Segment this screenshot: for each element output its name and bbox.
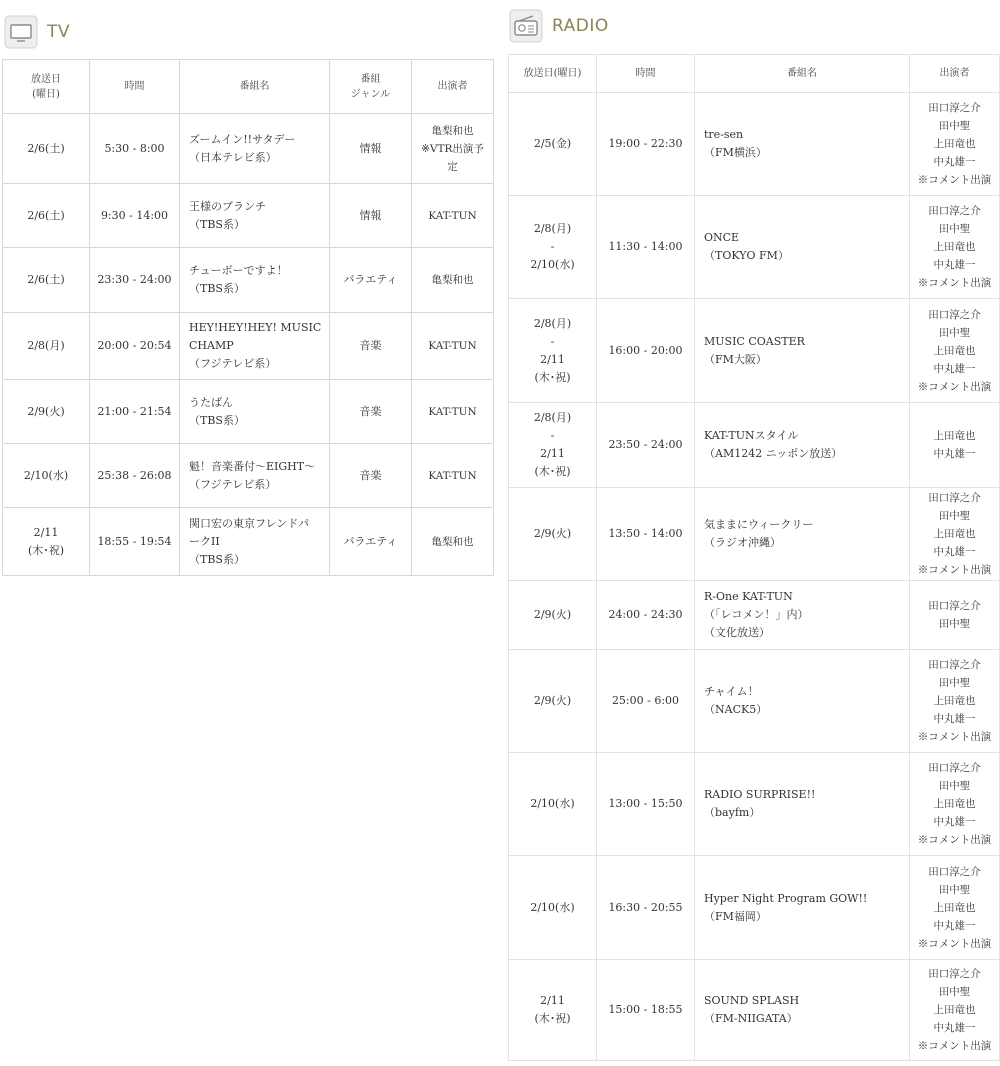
radio-date-line: 2/11 — [540, 994, 565, 1007]
radio-date-line: 2/9(火) — [533, 608, 572, 621]
tv-program-line: 魁！音楽番付～EIGHT～ — [189, 459, 316, 473]
radio-time-line: 23:50 - 24:00 — [608, 438, 683, 451]
tv-time-line: 21:00 - 21:54 — [97, 404, 172, 418]
radio-cast-line: ※コメント出演 — [917, 564, 992, 576]
radio-cast-line: 中丸雄一 — [933, 816, 976, 828]
tv-cell-time — [90, 444, 180, 508]
tv-program-line: CHAMP — [189, 339, 234, 352]
radio-cell-time — [597, 196, 695, 299]
radio-cast-line: 田中聖 — [938, 883, 971, 896]
tv-cell-time — [90, 184, 180, 248]
tv-cast-line: KAT-TUN — [428, 340, 477, 352]
radio-cell-date — [509, 650, 597, 753]
radio-cell-time — [597, 960, 695, 1061]
tv-table-row — [3, 380, 494, 444]
radio-col-header-line: 放送日(曜日) — [523, 68, 582, 79]
tv-cast-line: KAT-TUN — [428, 469, 477, 482]
tv-date-line: 2/6(土) — [27, 208, 65, 222]
radio-time-line: 15:00 - 18:55 — [608, 1003, 683, 1016]
tv-program-line: （フジテレビ系） — [189, 357, 277, 370]
radio-table-row — [509, 93, 1000, 196]
radio-col-header-line: 番組名 — [787, 68, 817, 79]
radio-program-line: ONCE — [704, 231, 740, 244]
radio-date-line: - — [550, 334, 555, 348]
tv-col-header — [180, 60, 330, 114]
radio-program-line: SOUND SPLASH — [704, 994, 800, 1007]
radio-cell-date — [509, 753, 597, 856]
tv-date-line: (木･祝) — [27, 543, 65, 557]
tv-cell-genre — [330, 313, 412, 380]
tv-genre-line: 音楽 — [359, 468, 382, 482]
radio-icon — [508, 8, 544, 44]
tv-date-line: 2/8(月) — [27, 339, 65, 352]
radio-cast-line: 田中聖 — [938, 677, 971, 689]
radio-cell-program — [695, 960, 910, 1061]
radio-cast-line: 田中聖 — [938, 223, 971, 235]
tv-genre-line: 音楽 — [359, 339, 382, 352]
radio-time-line: 24:00 - 24:30 — [608, 608, 683, 621]
radio-cast-line: 田中聖 — [938, 986, 971, 998]
tv-col-header-line: (曜日) — [32, 88, 60, 100]
tv-cell-date — [3, 313, 90, 380]
tv-time-line: 25:38 - 26:08 — [97, 468, 172, 482]
tv-cell-genre — [330, 184, 412, 248]
tv-cell-genre — [330, 114, 412, 184]
radio-cast-line: 田口淳之介 — [928, 205, 981, 217]
tv-cast-line: 定 — [447, 160, 458, 173]
tv-program-line: チューボーですよ！ — [189, 264, 288, 277]
tv-time-line: 20:00 - 20:54 — [97, 339, 172, 352]
radio-cast-line: 田口淳之介 — [928, 865, 981, 878]
radio-cell-program — [695, 753, 910, 856]
radio-cast-line: 上田竜也 — [933, 430, 976, 442]
tv-cell-date — [3, 248, 90, 313]
radio-cell-date — [509, 856, 597, 960]
radio-cast-line: 田口淳之介 — [928, 762, 981, 774]
radio-cast-line: 中丸雄一 — [933, 259, 976, 271]
radio-table-row — [509, 650, 1000, 753]
radio-cast-line: 中丸雄一 — [933, 448, 976, 460]
radio-program-line: （ラジオ沖縄） — [704, 536, 781, 549]
radio-time-line: 13:00 - 15:50 — [608, 797, 683, 810]
radio-program-line: Hyper Night Program GOW!! — [704, 891, 868, 905]
tv-cell-program — [180, 444, 330, 508]
radio-cell-program — [695, 299, 910, 403]
tv-time-line: 5:30 - 8:00 — [104, 141, 165, 155]
tv-table-row — [3, 248, 494, 313]
tv-col-header-line: 番組 — [360, 73, 381, 85]
radio-header-row — [509, 55, 1000, 93]
tv-cell-cast — [412, 444, 494, 508]
radio-table-row — [509, 488, 1000, 581]
radio-program-line: （「レコメン！」内） — [704, 608, 809, 621]
tv-cell-program — [180, 380, 330, 444]
radio-cell-program — [695, 196, 910, 299]
radio-cast-line: ※コメント出演 — [917, 937, 992, 950]
radio-cell-time — [597, 403, 695, 488]
tv-program-line: 王様のブランチ — [189, 199, 266, 213]
radio-cast-line: 上田竜也 — [933, 798, 976, 810]
tv-cell-date — [3, 508, 90, 576]
radio-date-line: 2/11 — [540, 447, 565, 460]
radio-cast-line: 上田竜也 — [933, 241, 976, 253]
radio-cast-line: 上田竜也 — [933, 138, 976, 150]
radio-cast-line: 田中聖 — [938, 510, 971, 522]
tv-table-row — [3, 184, 494, 248]
tv-cast-line: 亀梨和也 — [431, 124, 474, 137]
radio-cast-line: ※コメント出演 — [917, 731, 992, 743]
tv-program-line: （TBS系） — [189, 552, 245, 566]
tv-program-line: HEY!HEY!HEY! MUSIC — [189, 321, 322, 334]
tv-cell-date — [3, 444, 90, 508]
radio-cast-line: 田中聖 — [938, 326, 971, 339]
radio-cell-cast — [910, 403, 1000, 488]
radio-cast-line: 中丸雄一 — [933, 1022, 976, 1034]
tv-cast-line: KAT-TUN — [428, 209, 477, 222]
tv-col-header-line: 出演者 — [437, 81, 468, 92]
radio-cell-date — [509, 581, 597, 650]
radio-cell-cast — [910, 488, 1000, 581]
tv-cell-cast — [412, 184, 494, 248]
radio-cell-date — [509, 196, 597, 299]
radio-date-line: 2/9(火) — [533, 694, 572, 707]
radio-col-header — [695, 55, 910, 93]
radio-cast-line: ※コメント出演 — [917, 277, 992, 289]
radio-date-line: - — [550, 429, 555, 442]
radio-cell-time — [597, 753, 695, 856]
radio-cell-time — [597, 581, 695, 650]
tv-cell-cast — [412, 248, 494, 313]
radio-time-line: 11:30 - 14:00 — [608, 240, 683, 253]
radio-cast-line: ※コメント出演 — [917, 174, 992, 186]
tv-cell-time — [90, 114, 180, 184]
tv-cell-time — [90, 248, 180, 313]
tv-date-line: 2/9(火) — [27, 404, 65, 418]
tv-icon — [3, 14, 39, 50]
tv-cell-time — [90, 508, 180, 576]
radio-date-line: 2/5(金) — [533, 137, 572, 150]
radio-cast-line: 田口淳之介 — [928, 968, 981, 980]
radio-program-line: tre-sen — [704, 128, 744, 141]
tv-date-line: 2/11 — [33, 525, 59, 539]
radio-program-line: （文化放送） — [704, 626, 770, 639]
radio-col-header-line: 時間 — [635, 68, 656, 79]
radio-cast-line: 上田竜也 — [933, 901, 976, 914]
radio-cast-line: 田中聖 — [938, 780, 971, 792]
tv-cell-program — [180, 114, 330, 184]
tv-col-header — [330, 60, 412, 114]
tv-cast-line: ※VTR出演予 — [421, 142, 484, 155]
tv-col-header-line: 時間 — [124, 81, 145, 92]
radio-time-line: 16:30 - 20:55 — [608, 900, 683, 914]
radio-program-line: RADIO SURPRISE!! — [704, 788, 816, 801]
tv-col-header-line: 放送日 — [31, 73, 61, 85]
radio-cast-line: 田口淳之介 — [928, 102, 981, 114]
radio-cell-date — [509, 488, 597, 581]
radio-program-line: KAT-TUNスタイル — [704, 429, 799, 442]
tv-program-line: 関口宏の東京フレンドパ — [189, 516, 310, 530]
tv-cell-time — [90, 313, 180, 380]
tv-cell-date — [3, 184, 90, 248]
radio-cell-cast — [910, 299, 1000, 403]
tv-cell-genre — [330, 444, 412, 508]
tv-cell-cast — [412, 380, 494, 444]
radio-cell-time — [597, 650, 695, 753]
tv-cell-date — [3, 380, 90, 444]
tv-cell-genre — [330, 380, 412, 444]
tv-table-row — [3, 508, 494, 576]
tv-col-header-line: 番組名 — [239, 81, 270, 92]
radio-time-line: 25:00 - 6:00 — [611, 694, 680, 707]
radio-table-row — [509, 299, 1000, 403]
radio-cell-cast — [910, 753, 1000, 856]
radio-program-line: R-One KAT-TUN — [704, 590, 793, 603]
radio-section-title: RADIO — [552, 16, 609, 36]
tv-col-header — [90, 60, 180, 114]
tv-col-header-line: ジャンル — [350, 88, 391, 100]
radio-col-header — [910, 55, 1000, 93]
radio-cast-line: 上田竜也 — [933, 1004, 976, 1016]
radio-cast-line: 中丸雄一 — [933, 156, 976, 168]
tv-header-row — [3, 60, 494, 114]
tv-section-header — [3, 14, 70, 50]
radio-cast-line: 上田竜也 — [933, 695, 976, 707]
radio-time-line: 19:00 - 22:30 — [608, 137, 683, 150]
radio-program-line: （bayfm） — [704, 806, 761, 819]
tv-cell-date — [3, 114, 90, 184]
radio-table-row — [509, 403, 1000, 488]
radio-cell-cast — [910, 856, 1000, 960]
radio-cell-date — [509, 299, 597, 403]
radio-cell-date — [509, 403, 597, 488]
tv-section-title: TV — [47, 22, 71, 42]
radio-col-header — [597, 55, 695, 93]
radio-cell-time — [597, 488, 695, 581]
radio-date-line: 2/10(水) — [530, 258, 575, 271]
tv-cell-time — [90, 380, 180, 444]
tv-time-line: 18:55 - 19:54 — [97, 534, 172, 548]
radio-table-row — [509, 856, 1000, 960]
tv-genre-line: 情報 — [359, 141, 382, 155]
radio-cast-line: ※コメント出演 — [917, 380, 992, 393]
radio-date-line: (木･祝) — [534, 370, 571, 384]
tv-cell-genre — [330, 508, 412, 576]
radio-table-row — [509, 581, 1000, 650]
radio-program-line: （FM-NIIGATA） — [704, 1012, 798, 1025]
tv-schedule-table — [2, 59, 494, 576]
radio-cell-program — [695, 581, 910, 650]
tv-date-line: 2/6(土) — [27, 273, 65, 286]
tv-cast-line: 亀梨和也 — [431, 274, 474, 286]
radio-date-line: 2/8(月) — [533, 222, 572, 235]
radio-date-line: 2/11 — [540, 352, 565, 366]
tv-program-line: （日本テレビ系） — [189, 150, 277, 164]
radio-date-line: - — [550, 240, 555, 253]
radio-cast-line: ※コメント出演 — [917, 834, 992, 846]
radio-cast-line: 上田竜也 — [933, 528, 976, 540]
radio-cell-cast — [910, 581, 1000, 650]
tv-genre-line: バラエティ — [343, 273, 398, 286]
radio-program-line: 気ままにウィークリー — [704, 518, 814, 531]
radio-table-row — [509, 960, 1000, 1061]
tv-cell-cast — [412, 114, 494, 184]
tv-genre-line: 情報 — [359, 208, 382, 222]
radio-date-line: 2/10(水) — [530, 900, 575, 914]
radio-cast-line: 田中聖 — [938, 120, 971, 132]
radio-section-header — [508, 8, 609, 44]
tv-program-line: （TBS系） — [189, 282, 245, 295]
tv-time-line: 9:30 - 14:00 — [100, 208, 169, 222]
radio-date-line: 2/8(月) — [533, 411, 572, 424]
radio-cell-program — [695, 488, 910, 581]
tv-program-line: （TBS系） — [189, 413, 245, 427]
tv-col-header — [3, 60, 90, 114]
tv-col-header — [412, 60, 494, 114]
radio-program-line: （AM1242 ニッポン放送） — [704, 447, 843, 460]
radio-date-line: 2/10(水) — [530, 797, 575, 810]
radio-cell-program — [695, 93, 910, 196]
radio-cast-line: 田口淳之介 — [928, 600, 981, 612]
radio-cell-cast — [910, 93, 1000, 196]
radio-cell-date — [509, 93, 597, 196]
tv-cell-cast — [412, 313, 494, 380]
tv-time-line: 23:30 - 24:00 — [97, 273, 172, 286]
radio-date-line: (木･祝) — [534, 1012, 571, 1025]
radio-time-line: 13:50 - 14:00 — [608, 527, 683, 540]
radio-cell-date — [509, 960, 597, 1061]
radio-cast-line: 田中聖 — [938, 618, 971, 630]
radio-cast-line: 中丸雄一 — [933, 546, 976, 558]
tv-date-line: 2/10(水) — [23, 468, 69, 482]
radio-program-line: （FM大阪） — [704, 352, 767, 366]
tv-cell-program — [180, 184, 330, 248]
radio-date-line: (木･祝) — [534, 465, 571, 478]
tv-genre-line: バラエティ — [343, 534, 398, 548]
radio-cell-cast — [910, 960, 1000, 1061]
radio-col-header-line: 出演者 — [939, 68, 970, 79]
radio-cell-program — [695, 650, 910, 753]
radio-cell-program — [695, 856, 910, 960]
tv-cell-program — [180, 313, 330, 380]
radio-date-line: 2/9(火) — [533, 527, 572, 540]
radio-program-line: （FM横浜） — [704, 146, 767, 159]
radio-cast-line: 田口淳之介 — [928, 492, 981, 504]
tv-cell-program — [180, 508, 330, 576]
radio-cell-time — [597, 856, 695, 960]
radio-cast-line: 上田竜也 — [933, 344, 976, 357]
radio-cast-line: 田口淳之介 — [928, 308, 981, 321]
tv-cast-line: KAT-TUN — [428, 405, 477, 418]
tv-program-line: ズームイン!!サタデー — [189, 132, 296, 146]
radio-time-line: 16:00 - 20:00 — [608, 343, 683, 357]
radio-program-line: （TOKYO FM） — [704, 249, 789, 262]
radio-table-row — [509, 753, 1000, 856]
radio-table-row — [509, 196, 1000, 299]
radio-cell-cast — [910, 650, 1000, 753]
radio-cell-time — [597, 299, 695, 403]
tv-table-row — [3, 444, 494, 508]
tv-table-row — [3, 114, 494, 184]
tv-date-line: 2/6(土) — [27, 141, 65, 155]
tv-cell-program — [180, 248, 330, 313]
radio-cell-cast — [910, 196, 1000, 299]
radio-cell-time — [597, 93, 695, 196]
radio-program-line: （NACK5） — [704, 703, 768, 716]
radio-program-line: チャイム！ — [704, 685, 759, 698]
tv-table-row — [3, 313, 494, 380]
radio-cell-program — [695, 403, 910, 488]
radio-cast-line: 中丸雄一 — [933, 919, 976, 932]
tv-cell-cast — [412, 508, 494, 576]
radio-cast-line: 田口淳之介 — [928, 659, 981, 671]
radio-date-line: 2/8(月) — [533, 316, 572, 330]
tv-program-line: （フジテレビ系） — [189, 477, 277, 491]
tv-cell-genre — [330, 248, 412, 313]
radio-program-line: MUSIC COASTER — [704, 334, 805, 348]
tv-program-line: うたばん — [189, 395, 233, 409]
radio-cast-line: ※コメント出演 — [917, 1040, 992, 1052]
radio-schedule-table — [508, 54, 1000, 1061]
radio-cast-line: 中丸雄一 — [933, 362, 976, 375]
tv-cast-line: 亀梨和也 — [431, 535, 474, 548]
radio-col-header — [509, 55, 597, 93]
radio-cast-line: 中丸雄一 — [933, 713, 976, 725]
radio-program-line: （FM福岡） — [704, 909, 767, 923]
tv-program-line: （TBS系） — [189, 217, 245, 231]
tv-program-line: ークII — [189, 534, 220, 548]
tv-genre-line: 音楽 — [359, 404, 382, 418]
